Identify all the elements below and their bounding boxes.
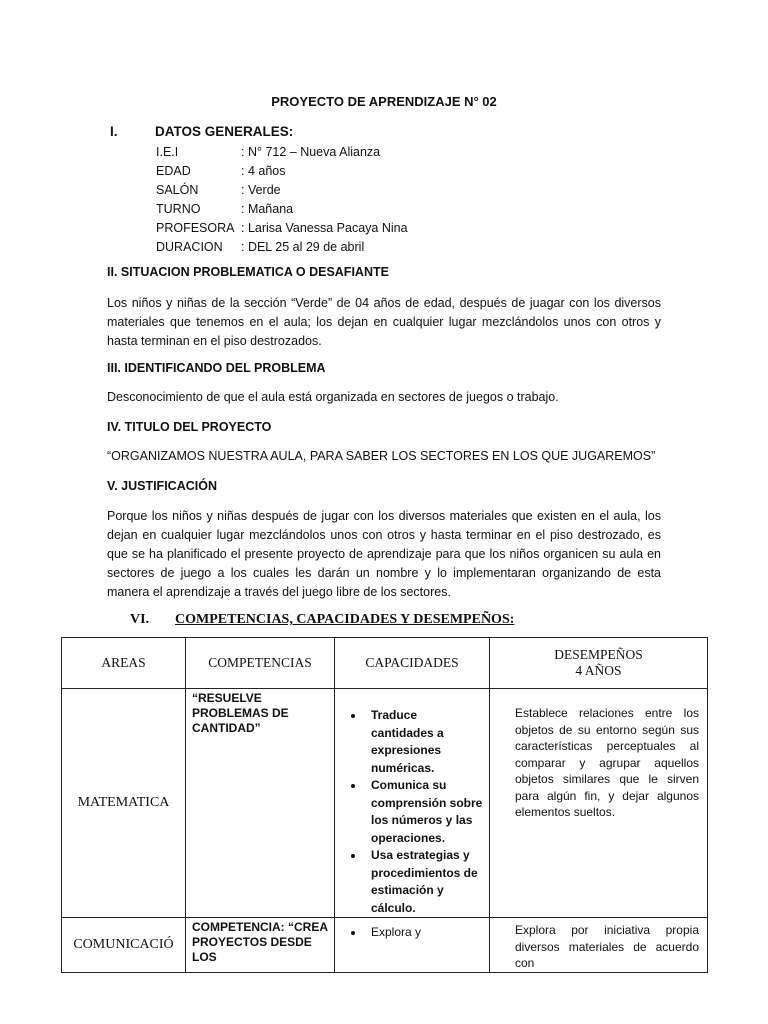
- general-data-row: [156, 238, 408, 257]
- general-data-value: : DEL 25 al 29 de abril: [241, 240, 365, 254]
- section-6-heading: COMPETENCIAS, CAPACIDADES Y DESEMPEÑOS:: [175, 612, 515, 627]
- table-row: [62, 918, 708, 973]
- competencia-cell: “RESUELVE PROBLEMAS DE CANTIDAD”: [186, 689, 335, 918]
- general-data-label: TURNO: [156, 202, 201, 216]
- section-3-heading: III. IDENTIFICANDO DEL PROBLEMA: [107, 361, 326, 375]
- header-capacidades: CAPACIDADES: [335, 638, 490, 689]
- desempeno-cell: Explora por iniciativa propia diversos materiales de acuerdo con: [490, 918, 708, 973]
- general-data-label: SALÓN: [156, 183, 199, 197]
- header-competencias: COMPETENCIAS: [186, 638, 335, 689]
- general-data-list: [156, 143, 408, 257]
- section-2-paragraph: Los niños y niñas de la sección “Verde” de 04 años de edad, después de juagar con los diversos materiales que tenemos en el aula; los dejan en cualquier lugar mezclándolos unos con otros y hasta terminan en el piso destrozados.: [107, 296, 661, 348]
- header-desempenos-title: DESEMPEÑOS: [554, 647, 643, 662]
- project-title: “ORGANIZAMOS NUESTRA AULA, PARA SABER LOS SECTORES EN LOS QUE JUGAREMOS”: [107, 449, 656, 463]
- general-data-value: : N° 712 – Nueva Alianza: [241, 145, 381, 159]
- general-data-value: : Larisa Vanessa Pacaya Nina: [241, 221, 408, 235]
- general-data-value: : Mañana: [241, 202, 294, 216]
- general-data-row: [156, 181, 408, 200]
- section-1-heading: DATOS GENERALES:: [155, 124, 294, 139]
- section-1-number: I.: [110, 124, 118, 139]
- section-5-paragraph: Porque los niños y niñas después de jugar con los diversos materiales que existen en el aula, los dejan en cualquier lugar mezclándolos unos con otros y hasta terminar en el piso destrozado, es que se ha planificado el presente proyecto de aprendizaje para que los niños organicen su aula en sectores de juego a los cuales les darán un nombre y lo implementaran organizando de esta manera el aprendizaje a través del juego libre de los sectores.: [107, 509, 661, 599]
- list-item: • Explora y: [365, 924, 483, 942]
- area-cell: MATEMATICA: [62, 689, 186, 918]
- general-data-row: [156, 162, 408, 181]
- section-3-paragraph: Desconocimiento de que el aula está organizada en sectores de juegos o trabajo.: [107, 390, 559, 404]
- general-data-row: [156, 200, 408, 219]
- list-item: • Comunica su comprensión sobre los números y las operaciones.: [365, 777, 483, 847]
- document-title: PROYECTO DE APRENDIZAJE N° 02: [271, 94, 497, 109]
- capacidades-list: [335, 918, 489, 942]
- competencies-table: [61, 637, 708, 973]
- general-data-label: PROFESORA: [156, 221, 235, 235]
- header-desempenos: [490, 638, 708, 689]
- list-item: • Usa estrategias y procedimientos de estimación y cálculo.: [365, 847, 483, 917]
- competencia-cell: COMPETENCIA: “CREA PROYECTOS DESDE LOS: [186, 918, 335, 973]
- general-data-value: : Verde: [241, 183, 281, 197]
- general-data-row: [156, 219, 408, 238]
- section-2-heading: II. SITUACION PROBLEMATICA O DESAFIANTE: [107, 265, 389, 279]
- section-6-number: VI.: [130, 612, 150, 627]
- area-cell: COMUNICACIÓ: [62, 918, 186, 973]
- general-data-value: : 4 años: [241, 164, 286, 178]
- capacidades-list: [335, 689, 489, 917]
- general-data-label: I.E.I: [156, 145, 179, 159]
- list-item: • Traduce cantidades a expresiones numéricas.: [365, 707, 483, 777]
- section-4-heading: IV. TITULO DEL PROYECTO: [107, 420, 272, 434]
- capacidades-cell: [335, 918, 490, 973]
- capacidades-cell: [335, 689, 490, 918]
- general-data-row: [156, 143, 408, 162]
- table-row: [62, 689, 708, 918]
- general-data-label: DURACION: [156, 240, 223, 254]
- general-data-label: EDAD: [156, 164, 191, 178]
- table-header-row: [62, 638, 708, 689]
- desempeno-cell: Establece relaciones entre los objetos de su entorno según sus características perceptuales al comparar y agrupar aquellos objetos similares que le sirven para algún fin, y dejar algunos elementos sueltos.: [490, 689, 708, 918]
- section-5-heading: V. JUSTIFICACIÓN: [107, 479, 217, 493]
- header-desempenos-age: 4 AÑOS: [575, 663, 622, 678]
- header-areas: AREAS: [62, 638, 186, 689]
